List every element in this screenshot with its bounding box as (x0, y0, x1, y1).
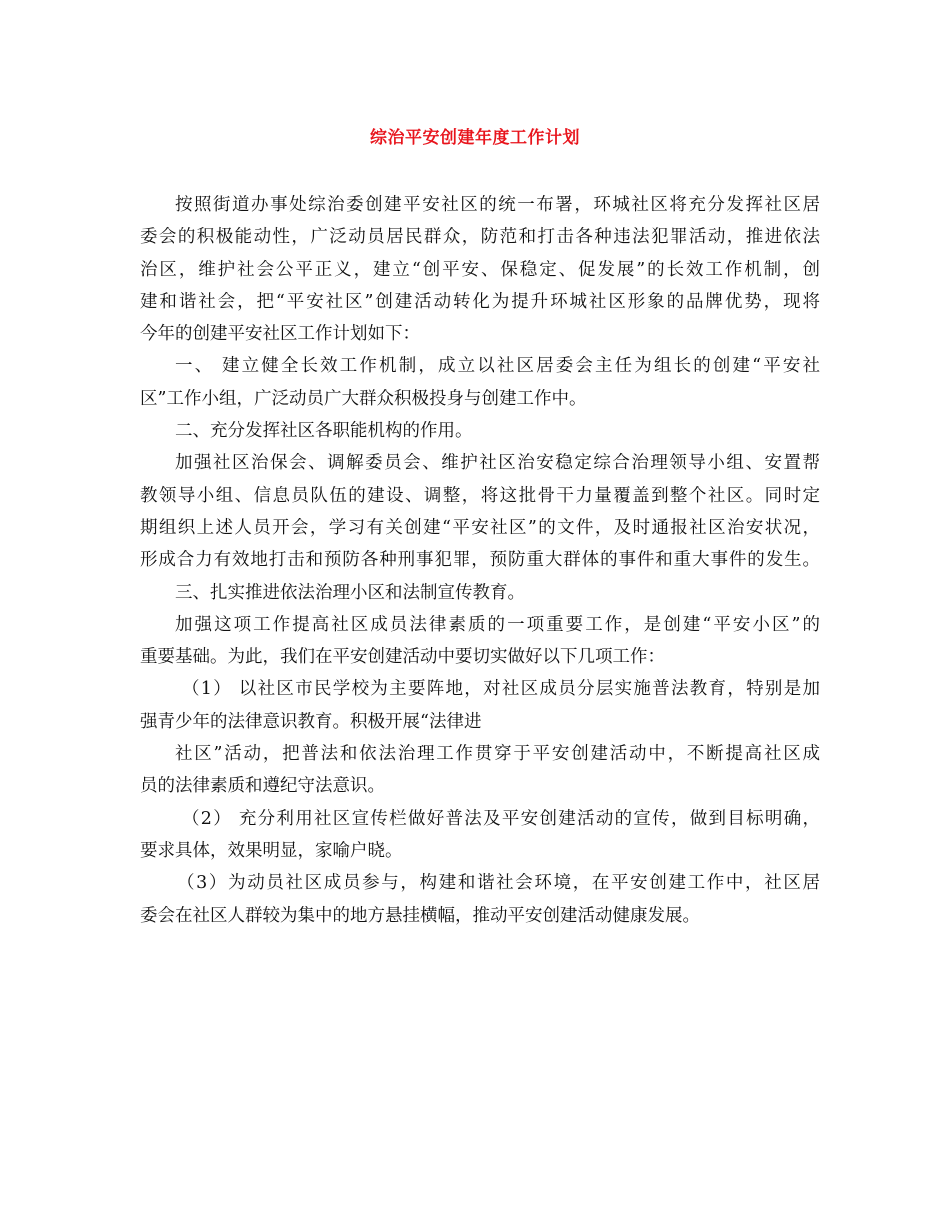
list-item-line: （3）为动员社区成员参与，构建和谐社会环境，在平安创建工作中，社区居 (177, 873, 820, 894)
list-item-line: 社区”活动，把普法和依法治理工作贯穿于平安创建活动中，不断提高社区成 (175, 744, 820, 765)
paragraph-line: 今年的创建平安社区工作计划如下： (140, 324, 420, 345)
document-title: 综治平安创建年度工作计划 (370, 128, 580, 148)
section-heading: 三、扎实推进依法治理小区和法制宣传教育。 (175, 582, 525, 603)
paragraph-line: 加强社区治保会、调解委员会、维护社区治安稳定综合治理领导小组、安置帮 (175, 453, 820, 474)
paragraph-line: 区”工作小组，广泛动员广大群众积极投身与创建工作中。 (140, 388, 587, 409)
section-heading: 二、充分发挥社区各职能机构的作用。 (175, 421, 473, 442)
list-item-line: 要求具体，效果明显，家喻户晓。 (140, 840, 403, 861)
list-item-line: 强青少年的法律意识教育。积极开展“法律进 (140, 711, 482, 732)
paragraph-line: 按照街道办事处综治委创建平安社区的统一布署，环城社区将充分发挥社区居 (175, 195, 820, 215)
list-item-line: （2） 充分利用社区宣传栏做好普法及平安创建活动的宣传，做到目标明确， (182, 808, 820, 829)
paragraph-line: 期组织上述人员开会，学习有关创建“平安社区”的文件，及时通报社区治安状况， (140, 517, 820, 538)
list-item-line: 委会在社区人群较为集中的地方悬挂横幅，推动平安创建活动健康发展。 (140, 905, 700, 926)
paragraph-line: 委会的积极能动性，广泛动员居民群众，防范和打击各种违法犯罪活动，推进依法 (140, 227, 820, 248)
paragraph-line: 建和谐社会，把“平安社区”创建活动转化为提升环城社区形象的品牌优势，现将 (140, 291, 820, 312)
list-item-line: 员的法律素质和遵纪守法意识。 (140, 776, 385, 797)
paragraph-line: 教领导小组、信息员队伍的建设、调整，将这批骨干力量覆盖到整个社区。同时定 (140, 485, 820, 506)
paragraph-line: 治区，维护社会公平正义，建立“创平安、保稳定、促发展”的长效工作机制，创 (140, 259, 820, 280)
paragraph-line: 形成合力有效地打击和预防各种刑事犯罪，预防重大群体的事件和重大事件的发生。 (140, 550, 820, 571)
document-body (140, 189, 820, 932)
list-item-line: （1） 以社区市民学校为主要阵地，对社区成员分层实施普法教育，特别是加 (182, 679, 820, 700)
paragraph-line: 一、 建立健全长效工作机制，成立以社区居委会主任为组长的创建“平安社 (175, 356, 820, 377)
paragraph-line: 重要基础。为此，我们在平安创建活动中要切实做好以下几项工作： (140, 647, 665, 668)
paragraph-line: 加强这项工作提高社区成员法律素质的一项重要工作，是创建“平安小区”的 (175, 614, 820, 635)
